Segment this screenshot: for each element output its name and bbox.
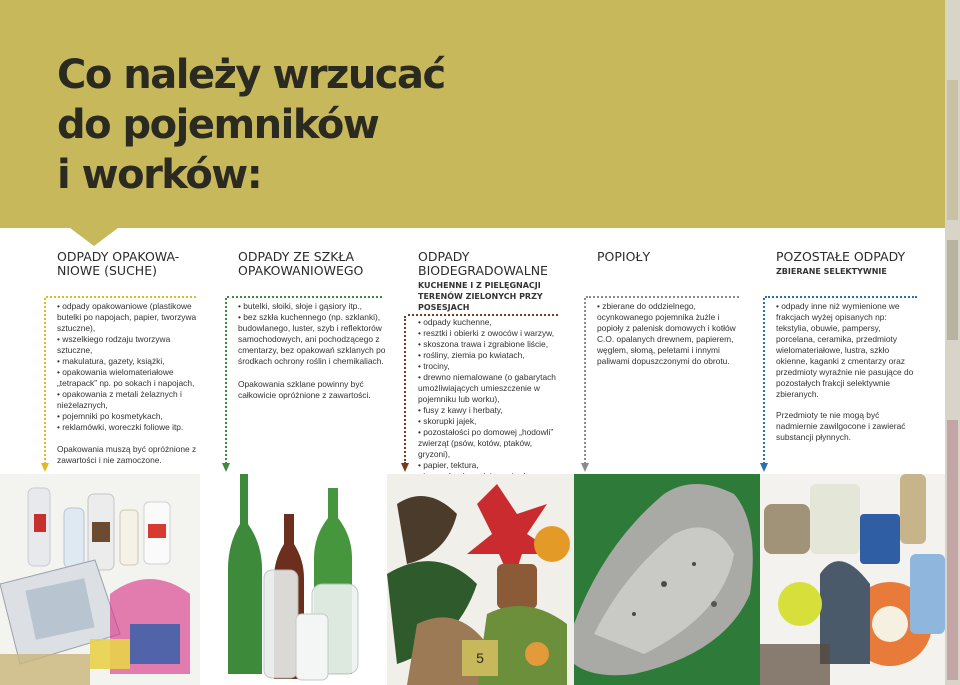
arrow-down-icon — [401, 463, 409, 472]
item-list — [57, 301, 200, 433]
list-item: • butelki, słoiki, słoje i gąsiory itp., — [238, 301, 386, 312]
guide-line-gray — [584, 298, 586, 464]
title-line: do pojemników — [57, 102, 379, 148]
list-item: • pozostałości po domowej „hodowli” zwierząt (psów, kotów, ptaków, gryzoni), — [418, 427, 562, 460]
photo-packaging-waste — [0, 474, 200, 685]
column-packaging — [57, 250, 200, 466]
title-line: i worków: — [57, 152, 262, 198]
header-notch — [70, 228, 118, 246]
column-subheading: KUCHENNE I Z PIELĘGNACJI TERENÓW ZIELONYCH PRZY POSESJACH — [418, 281, 543, 312]
column-heading: ODPADY BIODEGRADOWALNE — [418, 249, 548, 278]
column-subheading: ZBIERANE SELEKTYWNIE — [776, 267, 887, 276]
list-item: • odpady inne niż wymienione we frakcjach wyżej opisanych np: tekstylia, obuwie, pampersy, porcelana, ceramika, przedmioty wielomateriałowe, lustra, szkło okienne, kaganki z cmentarzy oraz przedmioty wyraźnie nie pasujące do pozostałych frakcji selektywnie zbieranych. — [776, 301, 919, 400]
divider-brown — [408, 314, 558, 316]
column-glass — [238, 250, 386, 401]
divider-blue — [765, 296, 917, 298]
photo-glass-waste — [200, 474, 387, 685]
column-other — [776, 250, 919, 443]
page-edge — [945, 0, 960, 685]
list-item: • pojemniki po kosmetykach, — [57, 411, 200, 422]
guide-line-brown — [404, 316, 406, 464]
list-item: • skoszona trawa i zgrabione liście, — [418, 339, 562, 350]
divider-green — [227, 296, 382, 298]
list-item: • skorupki jajek, — [418, 416, 562, 427]
list-item: • odpady opakowaniowe (plastikowe butelki po napojach, papier, tworzywa sztuczne), — [57, 301, 200, 334]
arrow-down-icon — [760, 463, 768, 472]
photo-ashes — [574, 474, 760, 685]
arrow-down-icon — [581, 463, 589, 472]
column-biodegradable — [418, 250, 562, 504]
column-heading: ODPADY OPAKOWA- NIOWE (SUCHE) — [57, 249, 180, 278]
list-item: • odpady kuchenne, — [418, 317, 562, 328]
item-list — [238, 301, 386, 367]
title-line: Co należy wrzucać — [57, 52, 445, 98]
arrow-down-icon — [222, 463, 230, 472]
item-list — [597, 301, 740, 367]
page-number: 5 — [462, 640, 498, 676]
list-item: • drewno niemalowane (o gabarytach umożliwiających umieszczenie w pojemniku lub worku), — [418, 372, 562, 405]
column-heading: POPIOŁY — [597, 249, 651, 264]
column-note: Przedmioty te nie mogą być nadmiernie zawilgocone i zawierać substancji płynnych. — [776, 410, 906, 442]
arrow-down-icon — [41, 463, 49, 472]
list-item: • resztki i obierki z owoców i warzyw, — [418, 328, 562, 339]
guide-line-blue — [763, 298, 765, 464]
list-item: • rośliny, ziemia po kwiatach, — [418, 350, 562, 361]
list-item: • opakowania wielomateriałowe „tetrapack” np. po sokach i napojach, — [57, 367, 200, 389]
column-ashes — [597, 250, 740, 367]
divider-yellow — [46, 296, 196, 298]
page-title — [57, 50, 445, 200]
list-item: • wszelkiego rodzaju tworzywa sztuczne, — [57, 334, 200, 356]
list-item: • zbierane do oddzielnego, ocynkowanego pojemnika żużle i popioły z palenisk domowych i kotłów C.O. opalanych drewnem, papierem, węglem, słomą, peletami i innymi paliwami dopuszczonymi do obrotu. — [597, 301, 740, 367]
list-item: • opakowania z metali żelaznych i nieżelaznych, — [57, 389, 200, 411]
list-item: • makulatura, gazety, książki, — [57, 356, 200, 367]
column-heading: POZOSTAŁE ODPADY — [776, 249, 906, 264]
guide-line-green — [225, 298, 227, 464]
list-item: • bez szkła kuchennego (np. szklanki), budowlanego, luster, szyb i reflektorów samochodowych, ani pochodzącego z cmentarzy, bez opakowań szklanych po środkach ochrony roślin i chemikaliach. — [238, 312, 386, 367]
item-list — [776, 301, 919, 400]
column-heading: ODPADY ZE SZKŁA OPAKOWANIOWEGO — [238, 249, 364, 278]
divider-gray — [586, 296, 739, 298]
list-item: • trociny, — [418, 361, 562, 372]
column-note: Opakowania muszą być opróżnione z zawartości i nie zamoczone. — [57, 444, 197, 465]
list-item: • fusy z kawy i herbaty, — [418, 405, 562, 416]
guide-line-yellow — [44, 298, 46, 464]
list-item: • reklamówki, woreczki foliowe itp. — [57, 422, 200, 433]
list-item: • papier, tektura, — [418, 460, 562, 471]
column-note: Opakowania szklane powinny być całkowicie opróżnione z zawartości. — [238, 379, 371, 400]
photo-biodegradable-waste — [387, 474, 574, 685]
photo-other-waste — [760, 474, 945, 685]
